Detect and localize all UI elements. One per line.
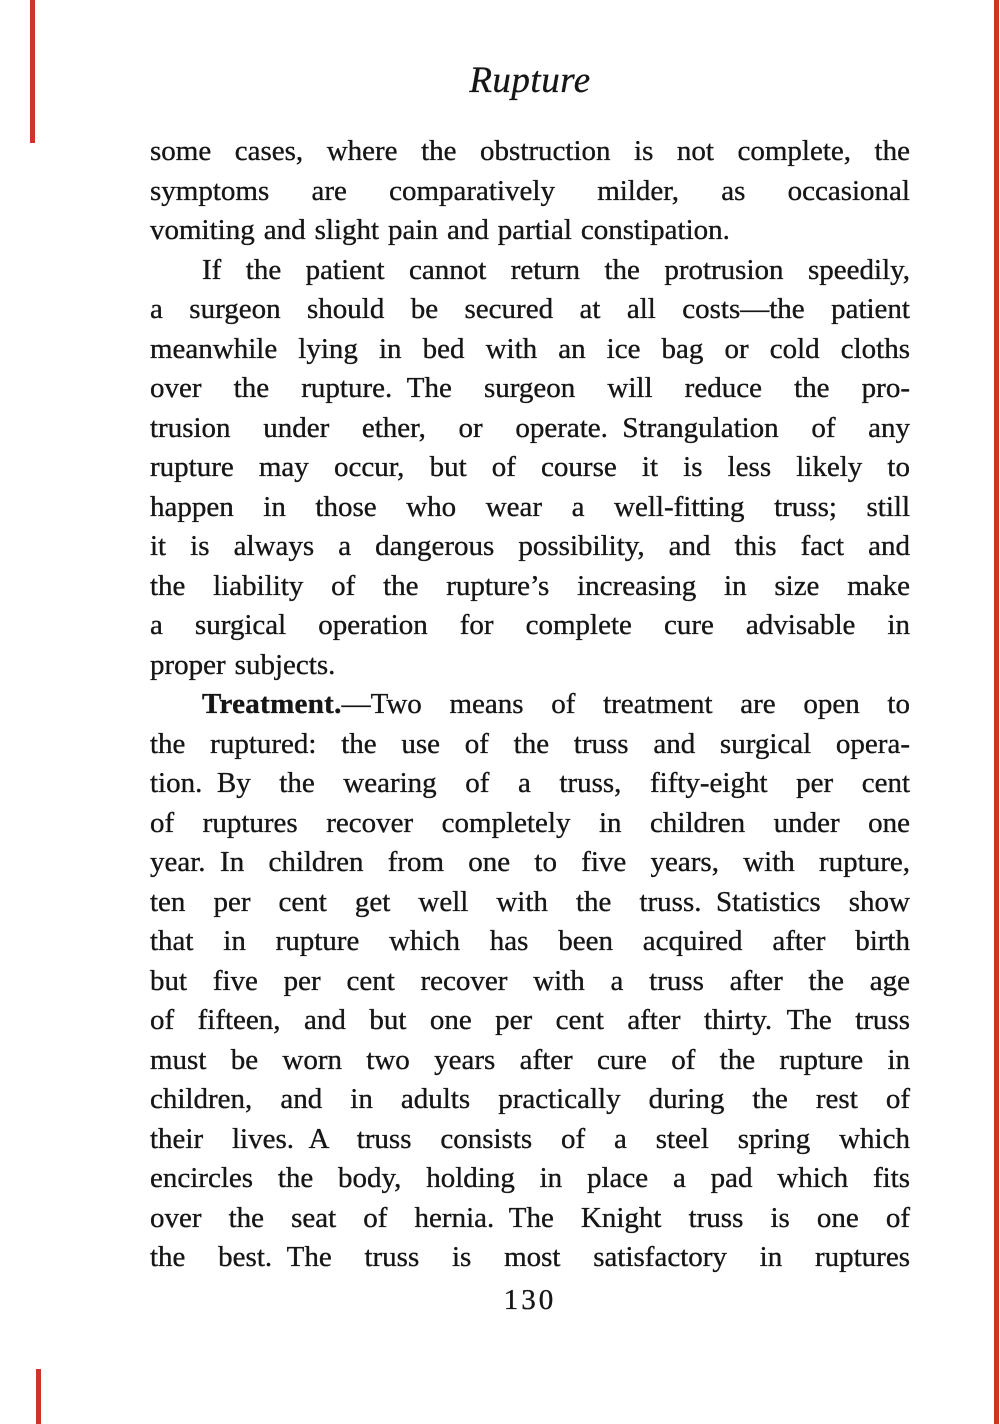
text-line: a surgeon should be secured at all costs—the patient: [150, 293, 910, 325]
text-line: the best. The truss is most satisfactory in ruptures: [150, 1241, 910, 1273]
text-line: symptoms are comparatively milder, as occasional: [150, 174, 910, 207]
paragraph-bold-lead: Treatment.: [202, 688, 342, 720]
red-edge-mark-left-bottom: [36, 1369, 41, 1424]
text-line: must be worn two years after cure of the rupture in: [150, 1043, 910, 1076]
text-line: children, and in adults practically during the rest of: [150, 1083, 910, 1115]
text-line: trusion under ether, or operate. Strangulation of any: [150, 411, 910, 444]
text-line: over the seat of hernia. The Knight truss is one of: [150, 1201, 910, 1234]
text-line: it is always a dangerous possibility, and this fact and: [150, 530, 910, 562]
text-line: some cases, where the obstruction is not complete, the: [150, 135, 910, 167]
text-line: year. In children from one to five years, with rupture,: [150, 846, 910, 878]
text-line: tion. By the wearing of a truss, fifty-eight per cent: [150, 767, 910, 799]
text-line: their lives. A truss consists of a steel spring which: [150, 1122, 910, 1155]
red-edge-mark-left-top: [30, 0, 35, 143]
text-line: proper subjects.: [150, 648, 336, 681]
text-line: of fifteen, and but one per cent after thirty. The truss: [150, 1004, 910, 1036]
text-line: the ruptured: the use of the truss and surgical opera-: [150, 727, 910, 760]
red-edge-mark-right: [994, 0, 999, 1424]
running-head-title: Rupture: [469, 60, 591, 101]
text-line: rupture may occur, but of course it is less likely to: [150, 451, 910, 483]
text-line: of ruptures recover completely in children under one: [150, 806, 910, 839]
text-line: vomiting and slight pain and partial constipation.: [150, 214, 730, 246]
text-line: encircles the body, holding in place a pad which fits: [150, 1162, 910, 1194]
text-line: a surgical operation for complete cure advisable in: [150, 609, 910, 641]
text-line: over the rupture. The surgeon will reduce the pro-: [150, 372, 910, 404]
text-line: ten per cent get well with the truss. Statistics show: [150, 885, 910, 918]
text-line: happen in those who wear a well-fitting truss; still: [150, 490, 910, 523]
page-number: 130: [503, 1284, 557, 1316]
text-line: Treatment.—Two means of treatment are open to: [202, 688, 910, 720]
text-line: that in rupture which has been acquired after birth: [150, 925, 910, 957]
text-line: meanwhile lying in bed with an ice bag or cold cloths: [150, 332, 910, 365]
text-line: but five per cent recover with a truss after the age: [150, 964, 910, 997]
text-line: If the patient cannot return the protrusion speedily,: [202, 253, 910, 286]
body-text: [150, 132, 910, 1278]
text-line: the liability of the rupture’s increasing in size make: [150, 569, 910, 602]
